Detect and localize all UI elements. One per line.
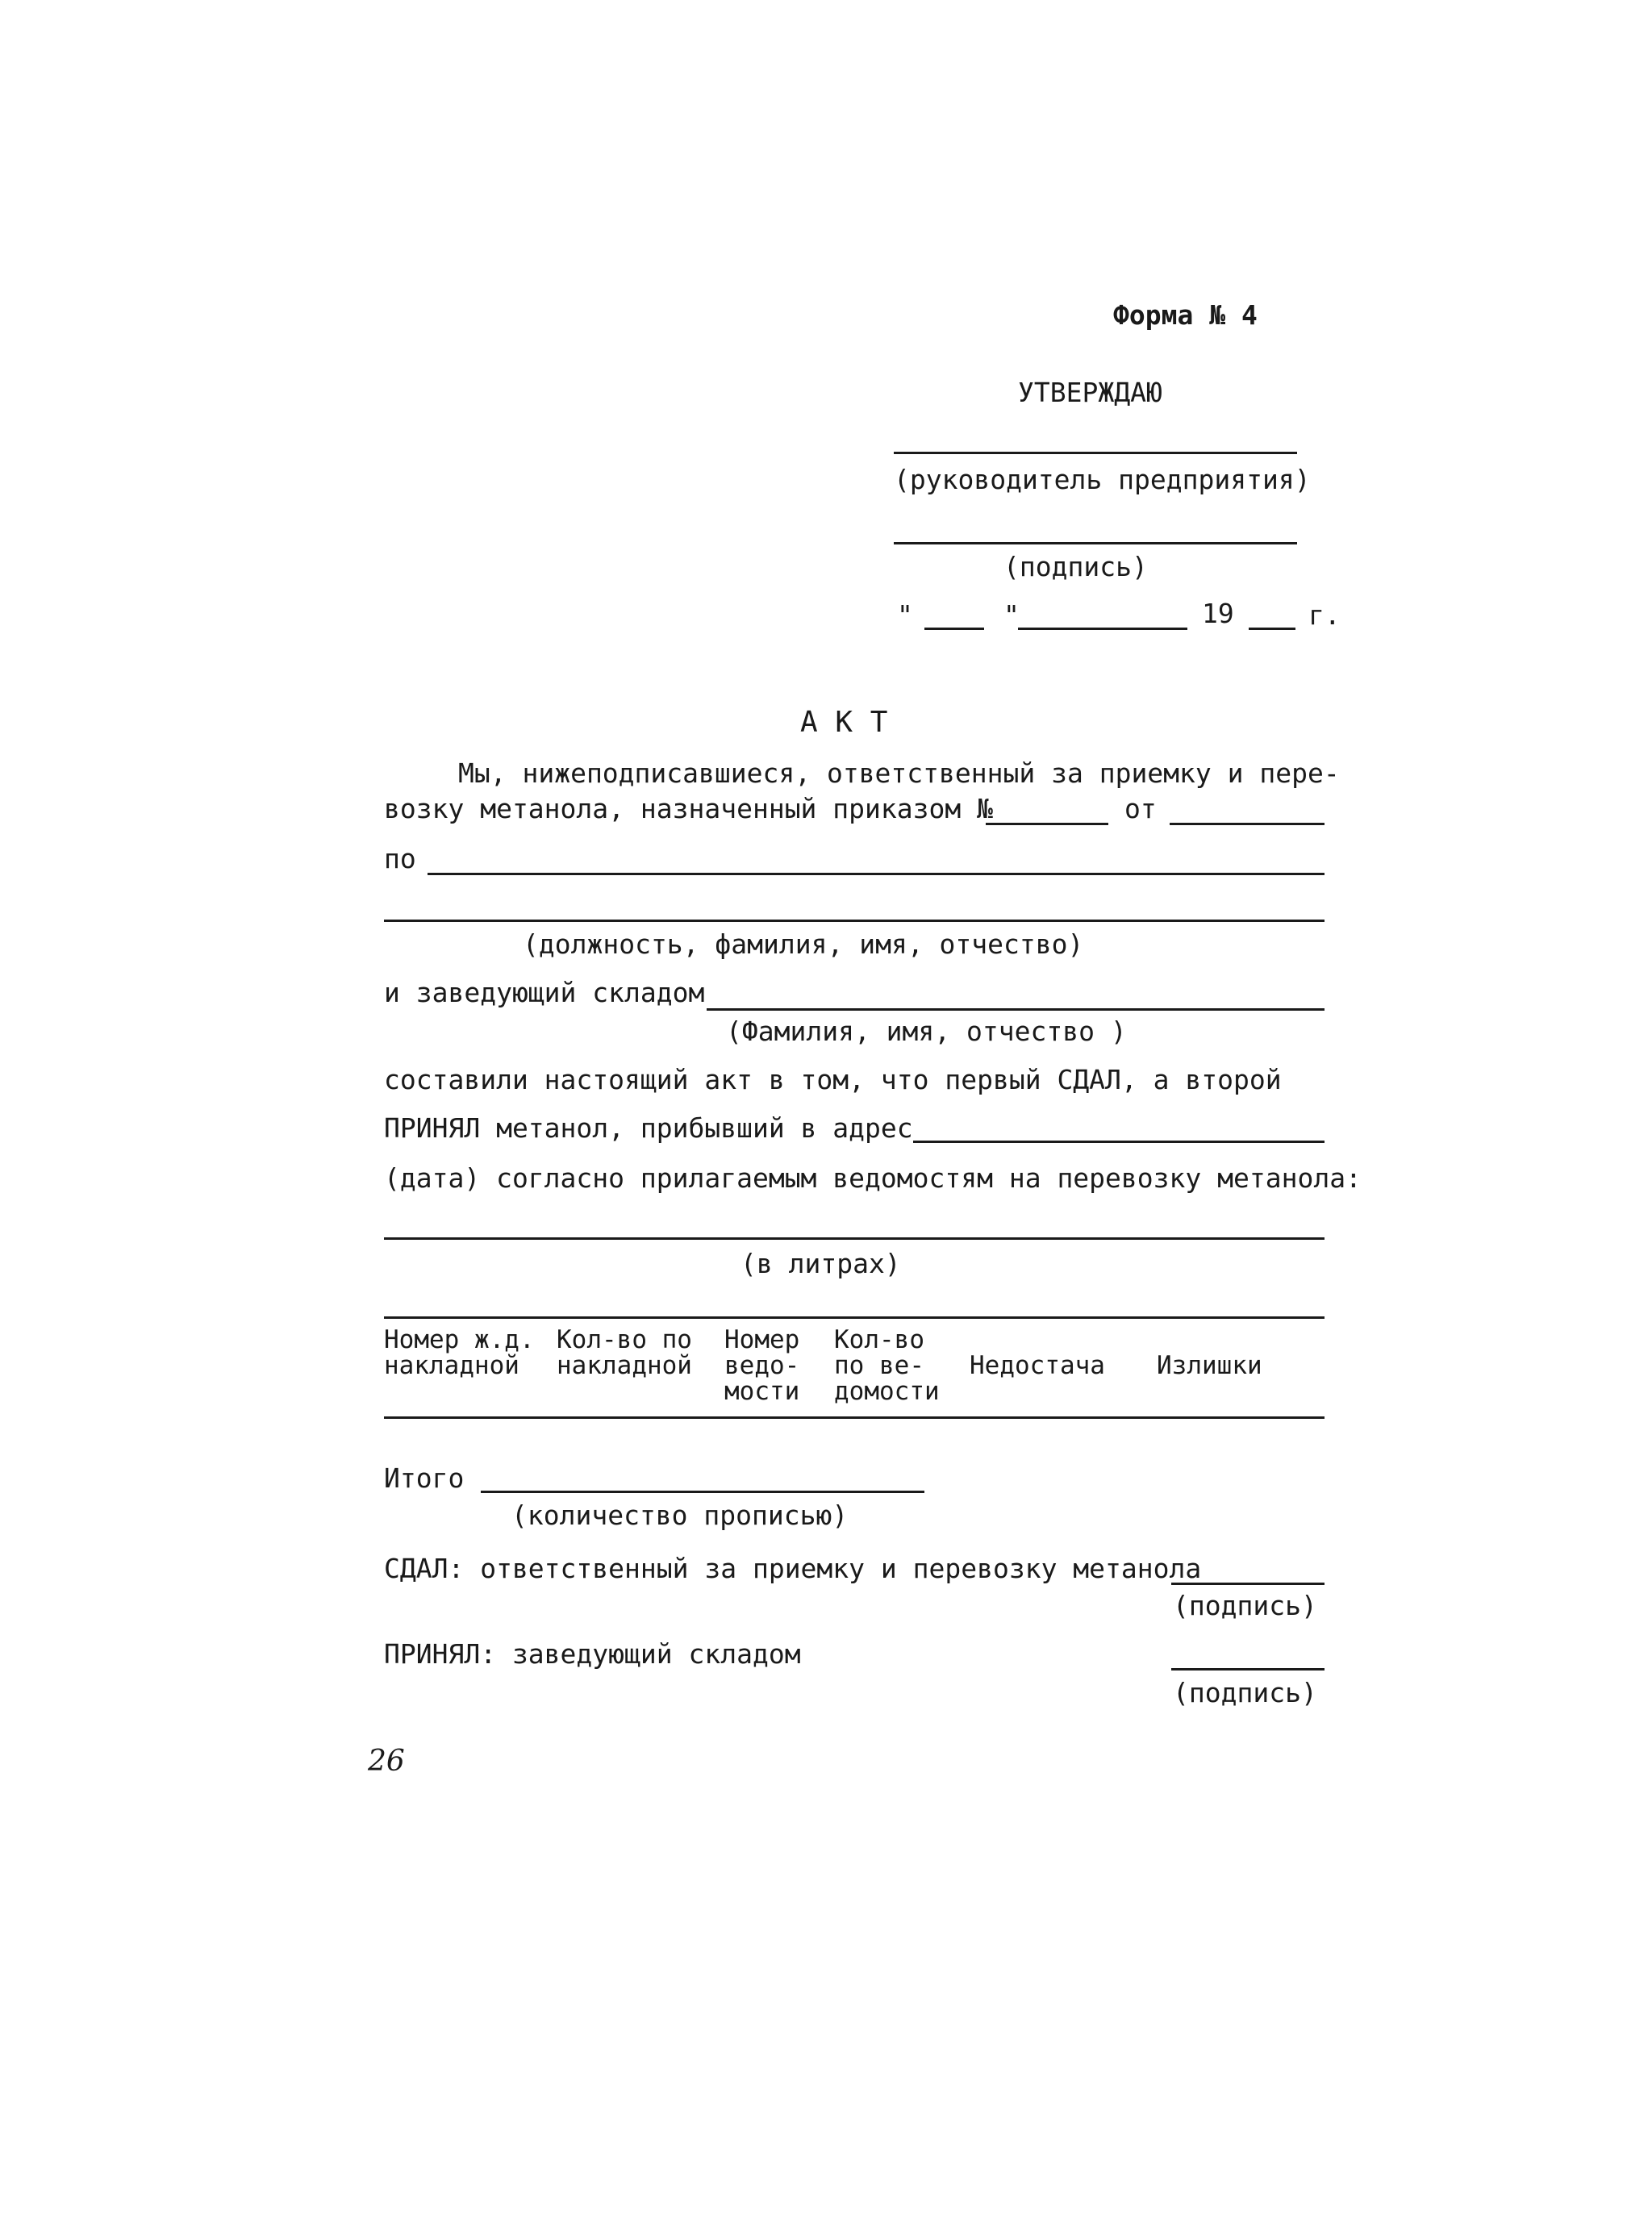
- intro-line-1: Мы, нижеподписавшиеся, ответственный за приемку и пере-: [458, 757, 1340, 789]
- table-header-text: Излишки: [1157, 1351, 1262, 1380]
- table-top-rule: [384, 1316, 1325, 1319]
- received-signature-line[interactable]: [1171, 1668, 1325, 1671]
- table-header-text: Недостача: [970, 1351, 1105, 1380]
- table-bottom-rule: [384, 1416, 1325, 1419]
- liters-caption: (в литрах): [740, 1248, 901, 1279]
- by-line[interactable]: [428, 873, 1325, 875]
- date-month-line[interactable]: [1018, 628, 1187, 630]
- received-address-label: ПРИНЯЛ метанол, прибывший в адрес: [384, 1112, 913, 1144]
- person-caption: (должность, фамилия, имя, отчество): [523, 928, 1084, 960]
- by-label: по: [384, 843, 416, 874]
- received-signature-caption: (подпись): [1173, 1677, 1317, 1708]
- table-header-text: Номер: [724, 1325, 800, 1354]
- date-open-quote: ": [897, 599, 913, 631]
- table-header-text: Номер ж.д.: [384, 1325, 535, 1354]
- order-date-line[interactable]: [1170, 823, 1325, 825]
- table-header-text: мости: [724, 1377, 800, 1406]
- order-date-label: от: [1124, 793, 1157, 824]
- warehouse-head-caption: (Фамилия, имя, отчество ): [726, 1016, 1127, 1047]
- table-header-text: Кол-во: [834, 1325, 924, 1354]
- page-number: 26: [368, 1745, 405, 1778]
- total-label: Итого: [384, 1462, 465, 1494]
- head-caption: (руководитель предприятия): [894, 464, 1311, 495]
- table-header-text: накладной: [557, 1351, 692, 1380]
- total-line[interactable]: [481, 1491, 924, 1493]
- address-line[interactable]: [913, 1141, 1325, 1143]
- date-year-prefix: 19: [1202, 598, 1234, 629]
- total-caption: (количество прописью): [511, 1499, 849, 1531]
- warehouse-head-label: и заведующий складом: [384, 977, 705, 1008]
- table-header-text: ведо-: [724, 1351, 800, 1380]
- date-statement-line: (дата) согласно прилагаемым ведомостям на перевозку метанола:: [384, 1162, 1362, 1194]
- received-label: ПРИНЯЛ: заведующий складом: [384, 1638, 801, 1670]
- approve-heading: УТВЕРЖДАЮ: [1018, 377, 1162, 408]
- date-year-suffix: г.: [1308, 599, 1341, 631]
- handed-label: СДАЛ: ответственный за приемку и перевозку метанола: [384, 1553, 1202, 1584]
- date-close-quote: ": [1003, 599, 1020, 631]
- document-title: А К Т: [800, 706, 888, 739]
- liters-line[interactable]: [384, 1237, 1325, 1240]
- order-number-line[interactable]: [986, 823, 1108, 825]
- table-header-text: по ве-: [834, 1351, 924, 1380]
- date-year-line[interactable]: [1249, 628, 1295, 630]
- head-name-line[interactable]: [894, 452, 1297, 454]
- table-header-text: домости: [834, 1377, 940, 1406]
- handed-signature-line[interactable]: [1171, 1583, 1325, 1585]
- intro-line-2: возку метанола, назначенный приказом №: [384, 793, 993, 824]
- person-line[interactable]: [384, 920, 1325, 922]
- handed-signature-caption: (подпись): [1173, 1590, 1317, 1621]
- form-number-label: Форма № 4: [1113, 299, 1258, 331]
- composed-line: составили настоящий акт в том, что первый СДАЛ, а второй: [384, 1064, 1282, 1095]
- head-signature-caption: (подпись): [1003, 551, 1148, 582]
- warehouse-head-line[interactable]: [707, 1008, 1325, 1011]
- table-header-text: Кол-во по: [557, 1325, 692, 1354]
- table-header-text: накладной: [384, 1351, 519, 1380]
- head-signature-line[interactable]: [894, 542, 1297, 544]
- date-day-line[interactable]: [924, 628, 984, 630]
